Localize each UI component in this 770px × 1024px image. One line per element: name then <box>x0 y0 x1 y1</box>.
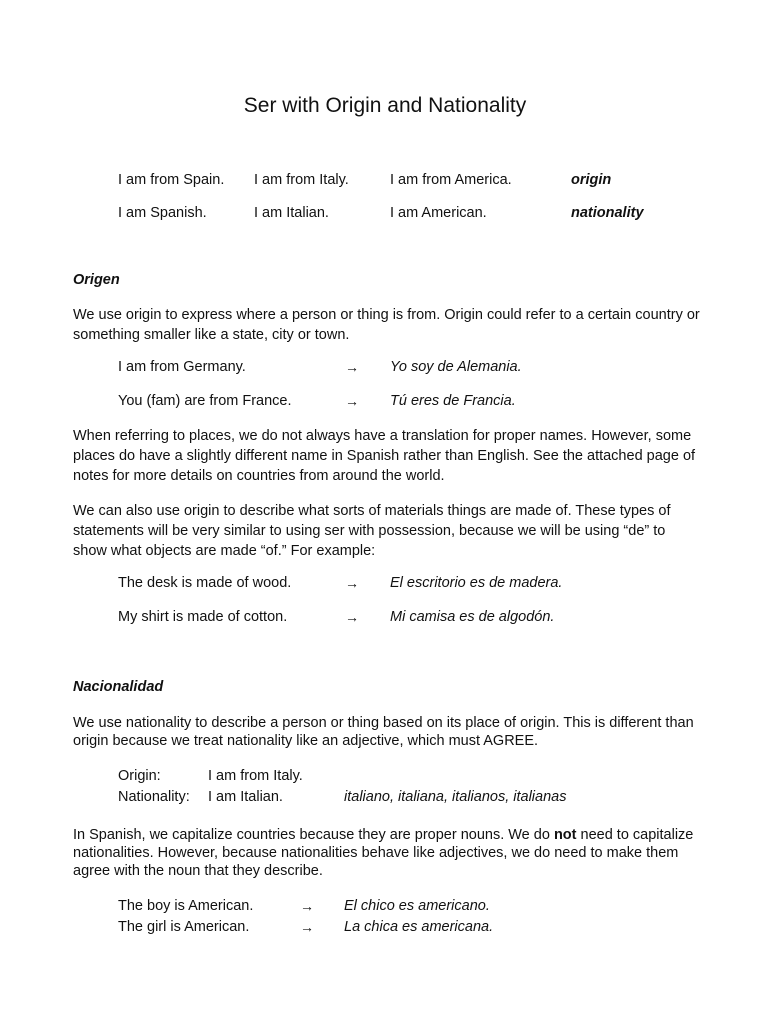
intro-row2-col3: I am American. <box>390 205 487 221</box>
origen-example3-en: The desk is made of wood. <box>118 575 292 591</box>
nacionalidad-heading: Nacionalidad <box>73 679 164 695</box>
intro-row2-label: nationality <box>571 205 644 221</box>
arrow-icon: → <box>345 393 359 409</box>
intro-row1-label: origin <box>571 172 612 188</box>
nacionalidad-example1-es: El chico es americano. <box>344 898 490 914</box>
nationality-value: I am Italian. <box>208 789 283 805</box>
intro-row2-col1: I am Spanish. <box>118 205 207 221</box>
emphasis-not: not <box>553 827 577 843</box>
nacionalidad-example2-en: The girl is American. <box>118 919 250 935</box>
origen-paragraph-3: We can also use origin to describe what sorts of materials things are made of. These types of statements will be very similar to using ser with possession, because we will be using “de” to show what objects are made “of.” For example: <box>73 503 671 559</box>
intro-row1-col1: I am from Spain. <box>118 172 225 188</box>
nacionalidad-paragraph-1: We use nationality to describe a person or thing based on its place of origin. This is different than origin because we treat nationality like an adjective, which must AGREE. <box>73 715 694 749</box>
arrow-icon: → <box>300 898 314 914</box>
origen-example1-en: I am from Germany. <box>118 359 246 375</box>
page-title: Ser with Origin and Nationality <box>243 94 527 117</box>
origen-example4-en: My shirt is made of cotton. <box>118 609 288 625</box>
nacionalidad-example1-en: The boy is American. <box>118 898 254 914</box>
origin-label: Origin: <box>118 768 161 784</box>
origen-paragraph-1: We use origin to express where a person or thing is from. Origin could refer to a certain country or something smaller like a state, city or town. <box>73 307 700 343</box>
intro-row1-col2: I am from Italy. <box>254 172 349 188</box>
origin-value: I am from Italy. <box>208 768 303 784</box>
arrow-icon: → <box>345 359 359 375</box>
origen-paragraph-2: When referring to places, we do not always have a translation for proper names. However, some places do have a slightly different name in Spanish rather than English. See the attached page of notes for more details on countries from around the world. <box>73 428 696 484</box>
intro-row1-col3: I am from America. <box>390 172 512 188</box>
nationality-label: Nationality: <box>118 789 190 805</box>
intro-row2-col2: I am Italian. <box>254 205 329 221</box>
nationality-forms: italiano, italiana, italianos, italianas <box>344 789 567 805</box>
origen-example1-es: Yo soy de Alemania. <box>390 359 522 375</box>
arrow-icon: → <box>345 575 359 591</box>
nacionalidad-example2-es: La chica es americana. <box>344 919 494 935</box>
origen-heading: Origen <box>73 272 120 288</box>
nacionalidad-paragraph-2 <box>73 826 703 880</box>
paragraph-text: In Spanish, we capitalize countries because they are proper nouns. We do <box>73 827 554 843</box>
arrow-icon: → <box>345 609 359 625</box>
origen-example3-es: El escritorio es de madera. <box>390 575 563 591</box>
origen-example2-es: Tú eres de Francia. <box>390 393 516 409</box>
paragraph-text: need to capitalize nationalities. However, because nationalities behave like adjectives, we do need to make them agree with the noun that they describe. <box>73 827 694 879</box>
arrow-icon: → <box>300 919 314 935</box>
origen-example2-en: You (fam) are from France. <box>118 393 292 409</box>
origen-example4-es: Mi camisa es de algodón. <box>390 609 555 625</box>
